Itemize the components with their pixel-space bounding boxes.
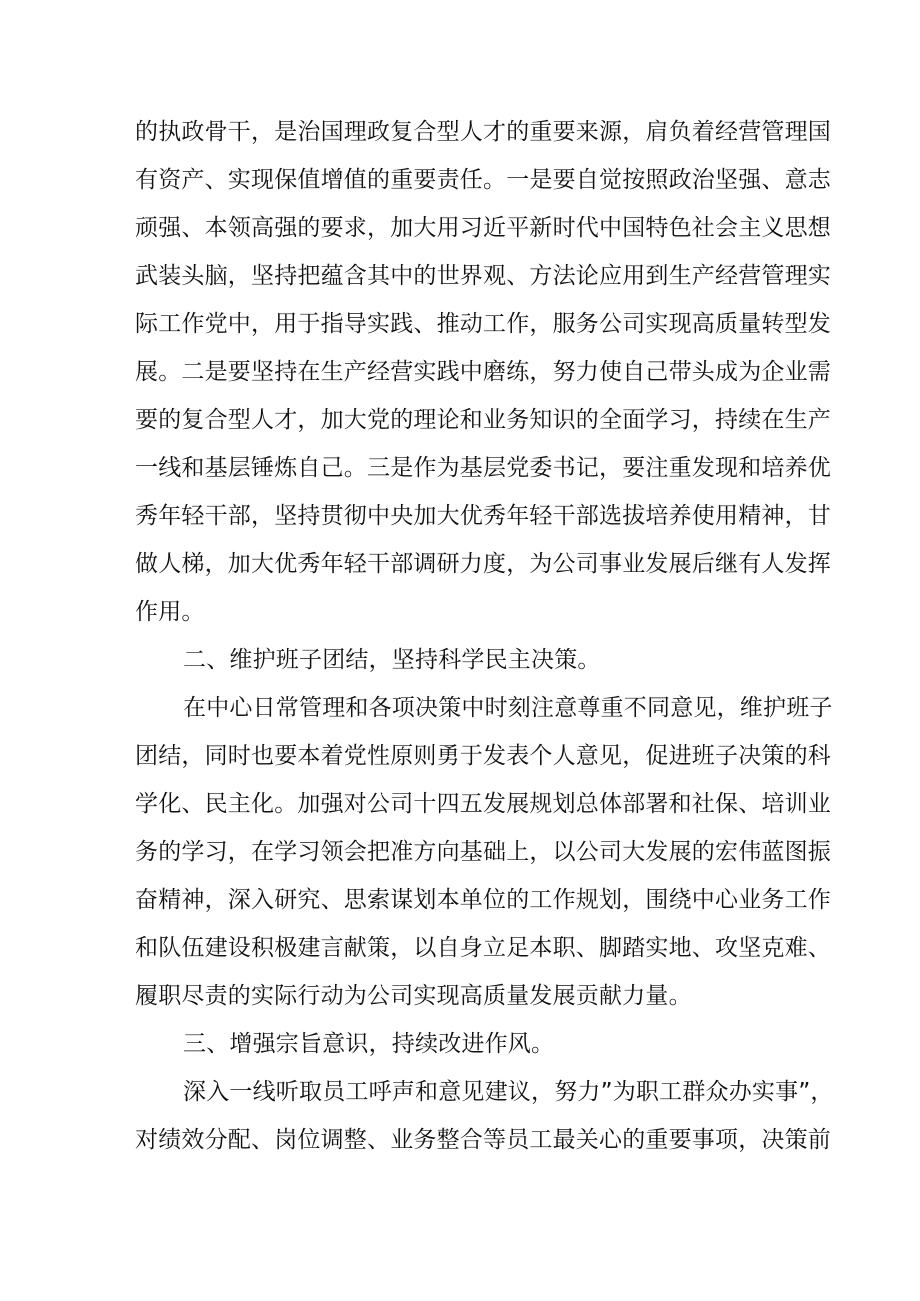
paragraph-line: 有资产、实现保值增值的重要责任。一是要自觉按照政治坚强、意志 [135, 167, 831, 193]
paragraph-line: 武装头脑，坚持把蕴含其中的世界观、方法论应用到生产经营管理实 [135, 263, 831, 289]
paragraph-line: 作用。 [135, 599, 205, 625]
paragraph-line: 团结，同时也要本着党性原则勇于发表个人意见，促进班子决策的科 [135, 743, 831, 769]
paragraph-line: 在中心日常管理和各项决策中时刻注意尊重不同意见，维护班子 [183, 695, 833, 721]
paragraph-line: 要的复合型人才，加大党的理论和业务知识的全面学习，持续在生产 [135, 407, 831, 433]
section-heading: 三、增强宗旨意识，持续改进作风。 [183, 1031, 555, 1057]
paragraph-line: 顽强、本领高强的要求，加大用习近平新时代中国特色社会主义思想 [135, 215, 831, 241]
paragraph-line: 对绩效分配、岗位调整、业务整合等员工最关心的重要事项，决策前 [135, 1127, 831, 1153]
paragraph-line: 展。二是要坚持在生产经营实践中磨练，努力使自己带头成为企业需 [135, 359, 831, 385]
section-heading: 二、维护班子团结，坚持科学民主决策。 [183, 647, 601, 673]
paragraph-line: 和队伍建设积极建言献策，以自身立足本职、脚踏实地、攻坚克难、 [135, 935, 831, 961]
paragraph-line: 做人梯，加大优秀年轻干部调研力度，为公司事业发展后继有人发挥 [135, 551, 831, 577]
paragraph-line: 秀年轻干部，坚持贯彻中央加大优秀年轻干部选拔培养使用精神，甘 [135, 503, 831, 529]
paragraph-line: 深入一线听取员工呼声和意见建议，努力”为职工群众办实事”， [183, 1079, 834, 1105]
paragraph-line: 务的学习，在学习领会把准方向基础上，以公司大发展的宏伟蓝图振 [135, 839, 831, 865]
paragraph-line: 一线和基层锤炼自己。三是作为基层党委书记，要注重发现和培养优 [135, 455, 831, 481]
paragraph-line: 际工作党中，用于指导实践、推动工作，服务公司实现高质量转型发 [135, 311, 831, 337]
paragraph-line: 学化、民主化。加强对公司十四五发展规划总体部署和社保、培训业 [135, 791, 831, 817]
paragraph-line: 履职尽责的实际行动为公司实现高质量发展贡献力量。 [135, 983, 692, 1009]
paragraph-line: 奋精神，深入研究、思索谋划本单位的工作规划，围绕中心业务工作 [135, 887, 831, 913]
paragraph-line: 的执政骨干，是治国理政复合型人才的重要来源，肩负着经营管理国 [135, 119, 831, 145]
